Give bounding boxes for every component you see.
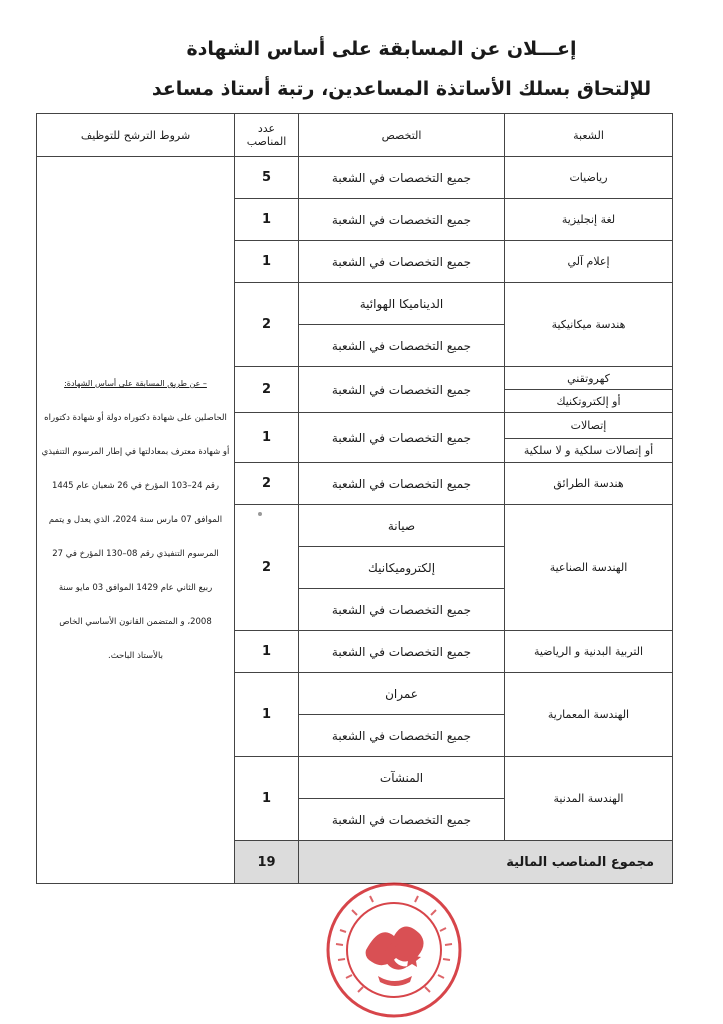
official-seal-stamp	[318, 880, 470, 1020]
specialty-cell: الديناميكا الهوائية	[299, 283, 505, 325]
specialty-cell: جميع التخصصات في الشعبة	[299, 589, 505, 631]
specialty-cell: جميع التخصصات في الشعبة	[299, 631, 505, 673]
conditions-line: رقم 24–103 المؤرخ في 26 شعبان عام 1445	[51, 481, 220, 491]
branch-cell: الهندسة المعمارية	[505, 673, 673, 757]
conditions-line: الموافق 07 مارس سنة 2024، الذي يعدل و يتمم	[48, 515, 223, 525]
conditions-line: المرسوم التنفيذي رقم 08–130 المؤرخ في 27	[52, 549, 219, 559]
speck-mark	[258, 512, 262, 516]
branch-cell: رياضيات	[505, 157, 673, 199]
table-row	[37, 157, 673, 199]
conditions-cell	[37, 157, 235, 884]
header-positions: عدد المناصب	[235, 114, 299, 157]
header-specialty: التخصص	[299, 114, 505, 157]
conditions-line: 2008، و المتضمن القانون الأساسي الخاص	[59, 617, 212, 627]
header-conditions: شروط الترشح للتوظيف	[37, 114, 235, 157]
positions-cell: 2	[235, 463, 299, 505]
specialty-cell: جميع التخصصات في الشعبة	[299, 241, 505, 283]
specialty-cell: المنشآت	[299, 757, 505, 799]
branch-cell: هندسة ميكانيكية	[505, 283, 673, 367]
branch-cell: الهندسة المدنية	[505, 757, 673, 841]
positions-cell: 1	[235, 631, 299, 673]
total-label: مجموع المناصب المالية	[299, 841, 673, 884]
positions-table	[36, 113, 673, 884]
specialty-cell: جميع التخصصات في الشعبة	[299, 325, 505, 367]
announcement-title: إعـــلان عن المسابقة على أساس الشهادة	[186, 38, 577, 60]
positions-cell: 1	[235, 199, 299, 241]
conditions-line: ربيع الثاني عام 1429 الموافق 03 مايو سنة	[58, 583, 213, 593]
branch-cell: لغة إنجليزية	[505, 199, 673, 241]
positions-cell: 5	[235, 157, 299, 199]
branch-cell: التربية البدنية و الرياضية	[505, 631, 673, 673]
table-header-row	[37, 114, 673, 157]
positions-cell: 1	[235, 241, 299, 283]
conditions-line: الحاصلين على شهادة دكتوراه دولة أو شهادة دكتوراه	[44, 413, 227, 423]
conditions-line: بالأستاذ الباحث.	[108, 651, 163, 661]
header-branch: الشعبة	[505, 114, 673, 157]
conditions-line: أو شهادة معترف بمعادلتها في إطار المرسوم التنفيذي	[41, 447, 230, 457]
branch-cell: أو إتصالات سلكية و لا سلكية	[505, 439, 673, 463]
branch-cell: كهروتقني	[505, 367, 673, 390]
specialty-cell: جميع التخصصات في الشعبة	[299, 463, 505, 505]
specialty-cell: جميع التخصصات في الشعبة	[299, 413, 505, 463]
specialty-cell: عمران	[299, 673, 505, 715]
branch-cell: إتصالات	[505, 413, 673, 439]
branch-cell: هندسة الطرائق	[505, 463, 673, 505]
positions-cell: 1	[235, 757, 299, 841]
total-value: 19	[235, 841, 299, 884]
announcement-subtitle: للإلتحاق بسلك الأساتذة المساعدين، رتبة أستاذ مساعد	[151, 78, 652, 100]
positions-cell: 1	[235, 413, 299, 463]
specialty-cell: جميع التخصصات في الشعبة	[299, 799, 505, 841]
branch-cell: أو إلكتروتكنيك	[505, 390, 673, 413]
positions-cell: 1	[235, 673, 299, 757]
specialty-cell: صيانة	[299, 505, 505, 547]
positions-cell: 2	[235, 505, 299, 631]
conditions-heading: – عن طريق المسابقة على أساس الشهادة:	[64, 379, 207, 388]
specialty-cell: جميع التخصصات في الشعبة	[299, 715, 505, 757]
branch-cell: إعلام آلي	[505, 241, 673, 283]
positions-cell: 2	[235, 367, 299, 413]
specialty-cell: جميع التخصصات في الشعبة	[299, 157, 505, 199]
specialty-cell: جميع التخصصات في الشعبة	[299, 199, 505, 241]
branch-cell: الهندسة الصناعية	[505, 505, 673, 631]
positions-cell: 2	[235, 283, 299, 367]
specialty-cell: جميع التخصصات في الشعبة	[299, 367, 505, 413]
specialty-cell: إلكتروميكانيك	[299, 547, 505, 589]
